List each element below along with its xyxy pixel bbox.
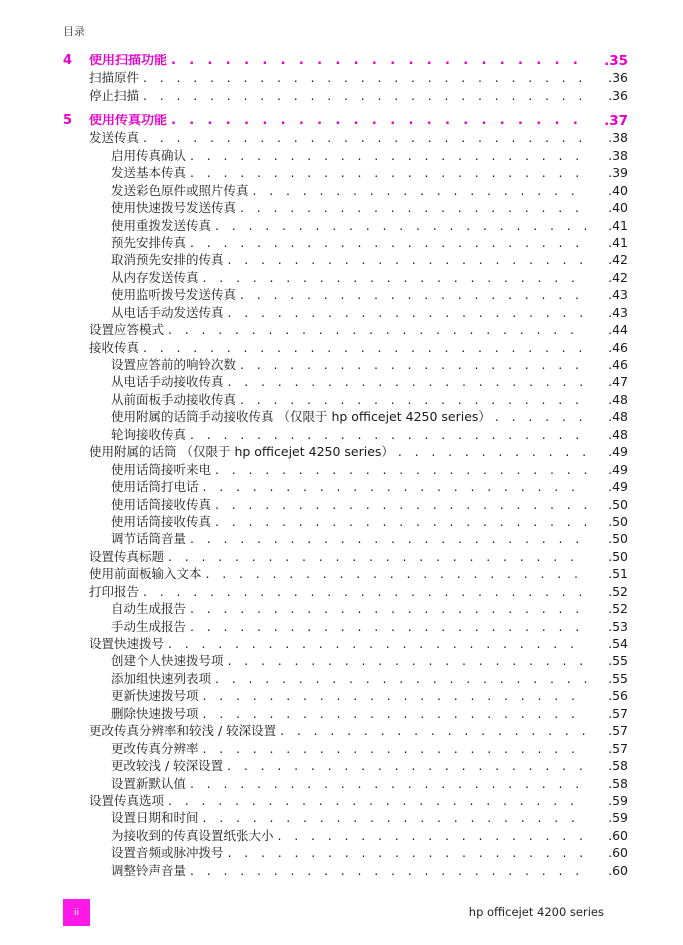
toc-entry-title: 预先安排传真 <box>111 236 190 250</box>
toc-entry[interactable] <box>0 165 683 182</box>
dot-leader <box>228 654 587 668</box>
dot-leader <box>215 515 587 529</box>
footer-product-name: hp officejet 4200 series <box>468 905 604 919</box>
toc-entry-title: 轮询接收传真 <box>111 428 190 442</box>
dot-leader <box>190 777 587 791</box>
toc-entry[interactable] <box>0 548 683 565</box>
toc-page-number: .47 <box>590 375 628 389</box>
toc-page-number: .52 <box>590 585 628 599</box>
toc-entry[interactable] <box>0 618 683 635</box>
chapter-number: 4 <box>63 53 73 68</box>
toc-page-number: .38 <box>590 149 628 163</box>
toc-entry-title: 发送基本传真 <box>111 166 190 180</box>
toc-entry[interactable] <box>0 287 683 304</box>
toc-entry[interactable] <box>0 461 683 478</box>
toc-entry-title: 停止扫描 <box>89 89 143 103</box>
toc-entry-title: 设置音频或脉冲拨号 <box>111 846 228 860</box>
toc-entry-title: 从电话手动接收传真 <box>111 375 228 389</box>
toc-entry-title: 添加组快速列表项 <box>111 672 215 686</box>
dot-leader <box>203 271 587 285</box>
toc-page-number: .44 <box>590 323 628 337</box>
toc-entry-title: 使用话筒接收传真 <box>111 498 215 512</box>
dot-leader <box>168 794 587 808</box>
toc-entry[interactable] <box>0 636 683 653</box>
dot-leader <box>143 341 587 355</box>
dot-leader <box>398 445 587 459</box>
toc-entry[interactable] <box>0 775 683 792</box>
toc-page-number: .50 <box>590 498 628 512</box>
toc-entry-title: 设置应答前的响铃次数 <box>111 358 240 372</box>
toc-entry[interactable] <box>0 479 683 496</box>
dot-leader <box>190 428 587 442</box>
toc-entry[interactable] <box>0 304 683 321</box>
toc-entry-title: 使用话筒接听来电 <box>111 463 215 477</box>
dot-leader <box>143 89 587 103</box>
toc-chapter-entry[interactable] <box>0 109 683 130</box>
dot-leader <box>190 864 587 878</box>
toc-page-number: .59 <box>590 811 628 825</box>
dot-leader <box>215 672 587 686</box>
toc-entry-title: 更新快速拨号项 <box>111 689 203 703</box>
toc-entry[interactable] <box>0 688 683 705</box>
toc-page-number: .43 <box>590 288 628 302</box>
page-number-badge: ii <box>63 899 90 926</box>
toc-entry[interactable] <box>0 531 683 548</box>
toc-entry[interactable] <box>0 217 683 234</box>
dot-leader <box>227 759 587 773</box>
toc-entry-title: 从前面板手动接收传真 <box>111 393 240 407</box>
toc-entry-title: 创建个人快速拨号项 <box>111 654 228 668</box>
toc-entry-title: 使用话筒打电话 <box>111 480 203 494</box>
toc-entry-title: 取消预先安排的传真 <box>111 253 228 267</box>
toc-page-number: .39 <box>590 166 628 180</box>
toc-entry-title: 打印报告 <box>89 585 143 599</box>
toc-page-number: .40 <box>590 184 628 198</box>
dot-leader <box>206 567 587 581</box>
toc-page-number: .36 <box>590 71 628 85</box>
toc-page-number: .46 <box>590 358 628 372</box>
toc-entry-title: 使用重拨发送传真 <box>111 219 215 233</box>
dot-leader <box>203 689 587 703</box>
dot-leader <box>168 637 587 651</box>
toc-entry[interactable] <box>0 653 683 670</box>
dot-leader <box>253 184 587 198</box>
dot-leader <box>278 829 587 843</box>
toc-entry[interactable] <box>0 583 683 600</box>
toc-entry[interactable] <box>0 810 683 827</box>
toc-entry[interactable] <box>0 130 683 147</box>
toc-entry-title: 使用附属的话筒手动接收传真 （仅限于 hp officejet 4250 series） <box>111 410 495 424</box>
dot-leader <box>171 54 587 68</box>
toc-entry-title: 删除快速拨号项 <box>111 707 203 721</box>
toc-entry-title: 使用附属的话筒 （仅限于 hp officejet 4250 series） <box>89 445 398 459</box>
dot-leader <box>190 236 587 250</box>
toc-page-number: .60 <box>590 864 628 878</box>
dot-leader <box>228 306 587 320</box>
toc-entry-title: 设置传真标题 <box>89 550 168 564</box>
toc-page-number: .50 <box>590 515 628 529</box>
dot-leader <box>143 131 587 145</box>
dot-leader <box>240 201 587 215</box>
toc-entry-title: 设置应答模式 <box>89 323 168 337</box>
toc-entry-title: 更改传真分辨率 <box>111 742 203 756</box>
toc-entry-title: 使用快速拨号发送传真 <box>111 201 240 215</box>
toc-page-number: .57 <box>590 724 628 738</box>
toc-page-number: .60 <box>590 829 628 843</box>
toc-page-number: .49 <box>590 480 628 494</box>
toc-entry-title: 设置快速拨号 <box>89 637 168 651</box>
toc-page-number: .36 <box>590 89 628 103</box>
toc-entry[interactable] <box>0 862 683 879</box>
dot-leader <box>495 410 587 424</box>
dot-leader <box>228 846 587 860</box>
toc-entry[interactable] <box>0 252 683 269</box>
toc-entry[interactable] <box>0 147 683 164</box>
toc-entry[interactable] <box>0 793 683 810</box>
dot-leader <box>228 253 587 267</box>
toc-entry[interactable] <box>0 87 683 104</box>
toc-entry[interactable] <box>0 845 683 862</box>
toc-page-number: .38 <box>590 131 628 145</box>
dot-leader <box>203 742 587 756</box>
toc-page-number: .50 <box>590 550 628 564</box>
toc-entry[interactable] <box>0 322 683 339</box>
toc-entry[interactable] <box>0 758 683 775</box>
toc-page-number: .51 <box>590 567 628 581</box>
toc-page-number: .48 <box>590 393 628 407</box>
toc-page-number: .58 <box>590 777 628 791</box>
dot-leader <box>240 358 587 372</box>
toc-entry[interactable] <box>0 235 683 252</box>
dot-leader <box>143 71 587 85</box>
toc-entry-title: 发送传真 <box>89 131 143 145</box>
toc-page-number: .55 <box>590 654 628 668</box>
toc-entry-title: 使用扫描功能 <box>89 54 171 68</box>
toc-entry-title: 启用传真确认 <box>111 149 190 163</box>
toc-page-number: .43 <box>590 306 628 320</box>
toc-entry[interactable] <box>0 70 683 87</box>
toc-entry[interactable] <box>0 426 683 443</box>
toc-page-number: .57 <box>590 707 628 721</box>
toc-page-number: .52 <box>590 602 628 616</box>
toc-page-number: .46 <box>590 341 628 355</box>
toc-entry[interactable] <box>0 391 683 408</box>
dot-leader <box>190 166 587 180</box>
toc-page-number: .54 <box>590 637 628 651</box>
toc-entry[interactable] <box>0 200 683 217</box>
toc-entry[interactable] <box>0 444 683 461</box>
toc-entry[interactable] <box>0 339 683 356</box>
toc-entry[interactable] <box>0 357 683 374</box>
dot-leader <box>215 463 587 477</box>
dot-leader <box>215 498 587 512</box>
dot-leader <box>190 149 587 163</box>
toc-page-number: .40 <box>590 201 628 215</box>
toc-entry[interactable] <box>0 496 683 513</box>
toc-page-number: .53 <box>590 620 628 634</box>
dot-leader <box>215 219 587 233</box>
toc-page-number: .41 <box>590 236 628 250</box>
toc-page-number: .35 <box>590 54 628 68</box>
dot-leader <box>203 811 587 825</box>
chapter-number: 5 <box>63 112 73 128</box>
dot-leader <box>168 550 587 564</box>
toc-page-number: .60 <box>590 846 628 860</box>
toc-page-number: .49 <box>590 445 628 459</box>
toc-entry[interactable] <box>0 740 683 757</box>
table-of-contents <box>0 49 683 880</box>
toc-page-number: .42 <box>590 253 628 267</box>
toc-entry[interactable] <box>0 514 683 531</box>
toc-page-number: .41 <box>590 219 628 233</box>
toc-entry[interactable] <box>0 374 683 391</box>
toc-entry-title: 设置新默认值 <box>111 777 190 791</box>
toc-page-number: .56 <box>590 689 628 703</box>
dot-leader <box>190 620 587 634</box>
toc-entry[interactable] <box>0 601 683 618</box>
toc-page-number: .42 <box>590 271 628 285</box>
toc-page-number: .57 <box>590 742 628 756</box>
toc-page-number: .59 <box>590 794 628 808</box>
toc-entry-title: 从内存发送传真 <box>111 271 203 285</box>
dot-leader <box>190 602 587 616</box>
toc-entry-title: 更改较浅 / 较深设置 <box>111 759 227 773</box>
toc-entry-title: 为接收到的传真设置纸张大小 <box>111 829 278 843</box>
dot-leader <box>228 375 587 389</box>
toc-entry-title: 自动生成报告 <box>111 602 190 616</box>
toc-entry-title: 使用传真功能 <box>89 114 171 128</box>
toc-entry-title: 使用话筒接收传真 <box>111 515 215 529</box>
toc-entry-title: 使用监听拨号发送传真 <box>111 288 240 302</box>
dot-leader <box>168 323 587 337</box>
toc-entry-title: 更改传真分辨率和较浅 / 较深设置 <box>89 724 280 738</box>
toc-entry-title: 接收传真 <box>89 341 143 355</box>
dot-leader <box>171 114 587 128</box>
toc-entry-title: 使用前面板输入文本 <box>89 567 206 581</box>
toc-entry-title: 手动生成报告 <box>111 620 190 634</box>
dot-leader <box>203 707 587 721</box>
running-header: 目录 <box>63 25 85 38</box>
toc-chapter-entry[interactable] <box>0 49 683 70</box>
toc-entry-title: 扫描原件 <box>89 71 143 85</box>
toc-page-number: .49 <box>590 463 628 477</box>
dot-leader <box>190 532 587 546</box>
dot-leader <box>143 585 587 599</box>
dot-leader <box>240 288 587 302</box>
toc-page-number: .58 <box>590 759 628 773</box>
toc-entry[interactable] <box>0 269 683 286</box>
toc-page-number: .37 <box>590 114 628 128</box>
toc-entry[interactable] <box>0 182 683 199</box>
toc-entry[interactable] <box>0 827 683 844</box>
toc-entry-title: 调整铃声音量 <box>111 864 190 878</box>
toc-entry[interactable] <box>0 705 683 722</box>
toc-entry-title: 设置传真选项 <box>89 794 168 808</box>
toc-entry[interactable] <box>0 566 683 583</box>
toc-page-number: .50 <box>590 532 628 546</box>
toc-entry[interactable] <box>0 670 683 687</box>
toc-page-number: .48 <box>590 428 628 442</box>
toc-entry-title: 发送彩色原件或照片传真 <box>111 184 253 198</box>
toc-entry-title: 调节话筒音量 <box>111 532 190 546</box>
toc-entry[interactable] <box>0 409 683 426</box>
toc-entry[interactable] <box>0 723 683 740</box>
dot-leader <box>240 393 587 407</box>
toc-entry-title: 从电话手动发送传真 <box>111 306 228 320</box>
toc-page-number: .48 <box>590 410 628 424</box>
toc-entry-title: 设置日期和时间 <box>111 811 203 825</box>
dot-leader <box>203 480 587 494</box>
toc-page-number: .55 <box>590 672 628 686</box>
dot-leader <box>280 724 587 738</box>
